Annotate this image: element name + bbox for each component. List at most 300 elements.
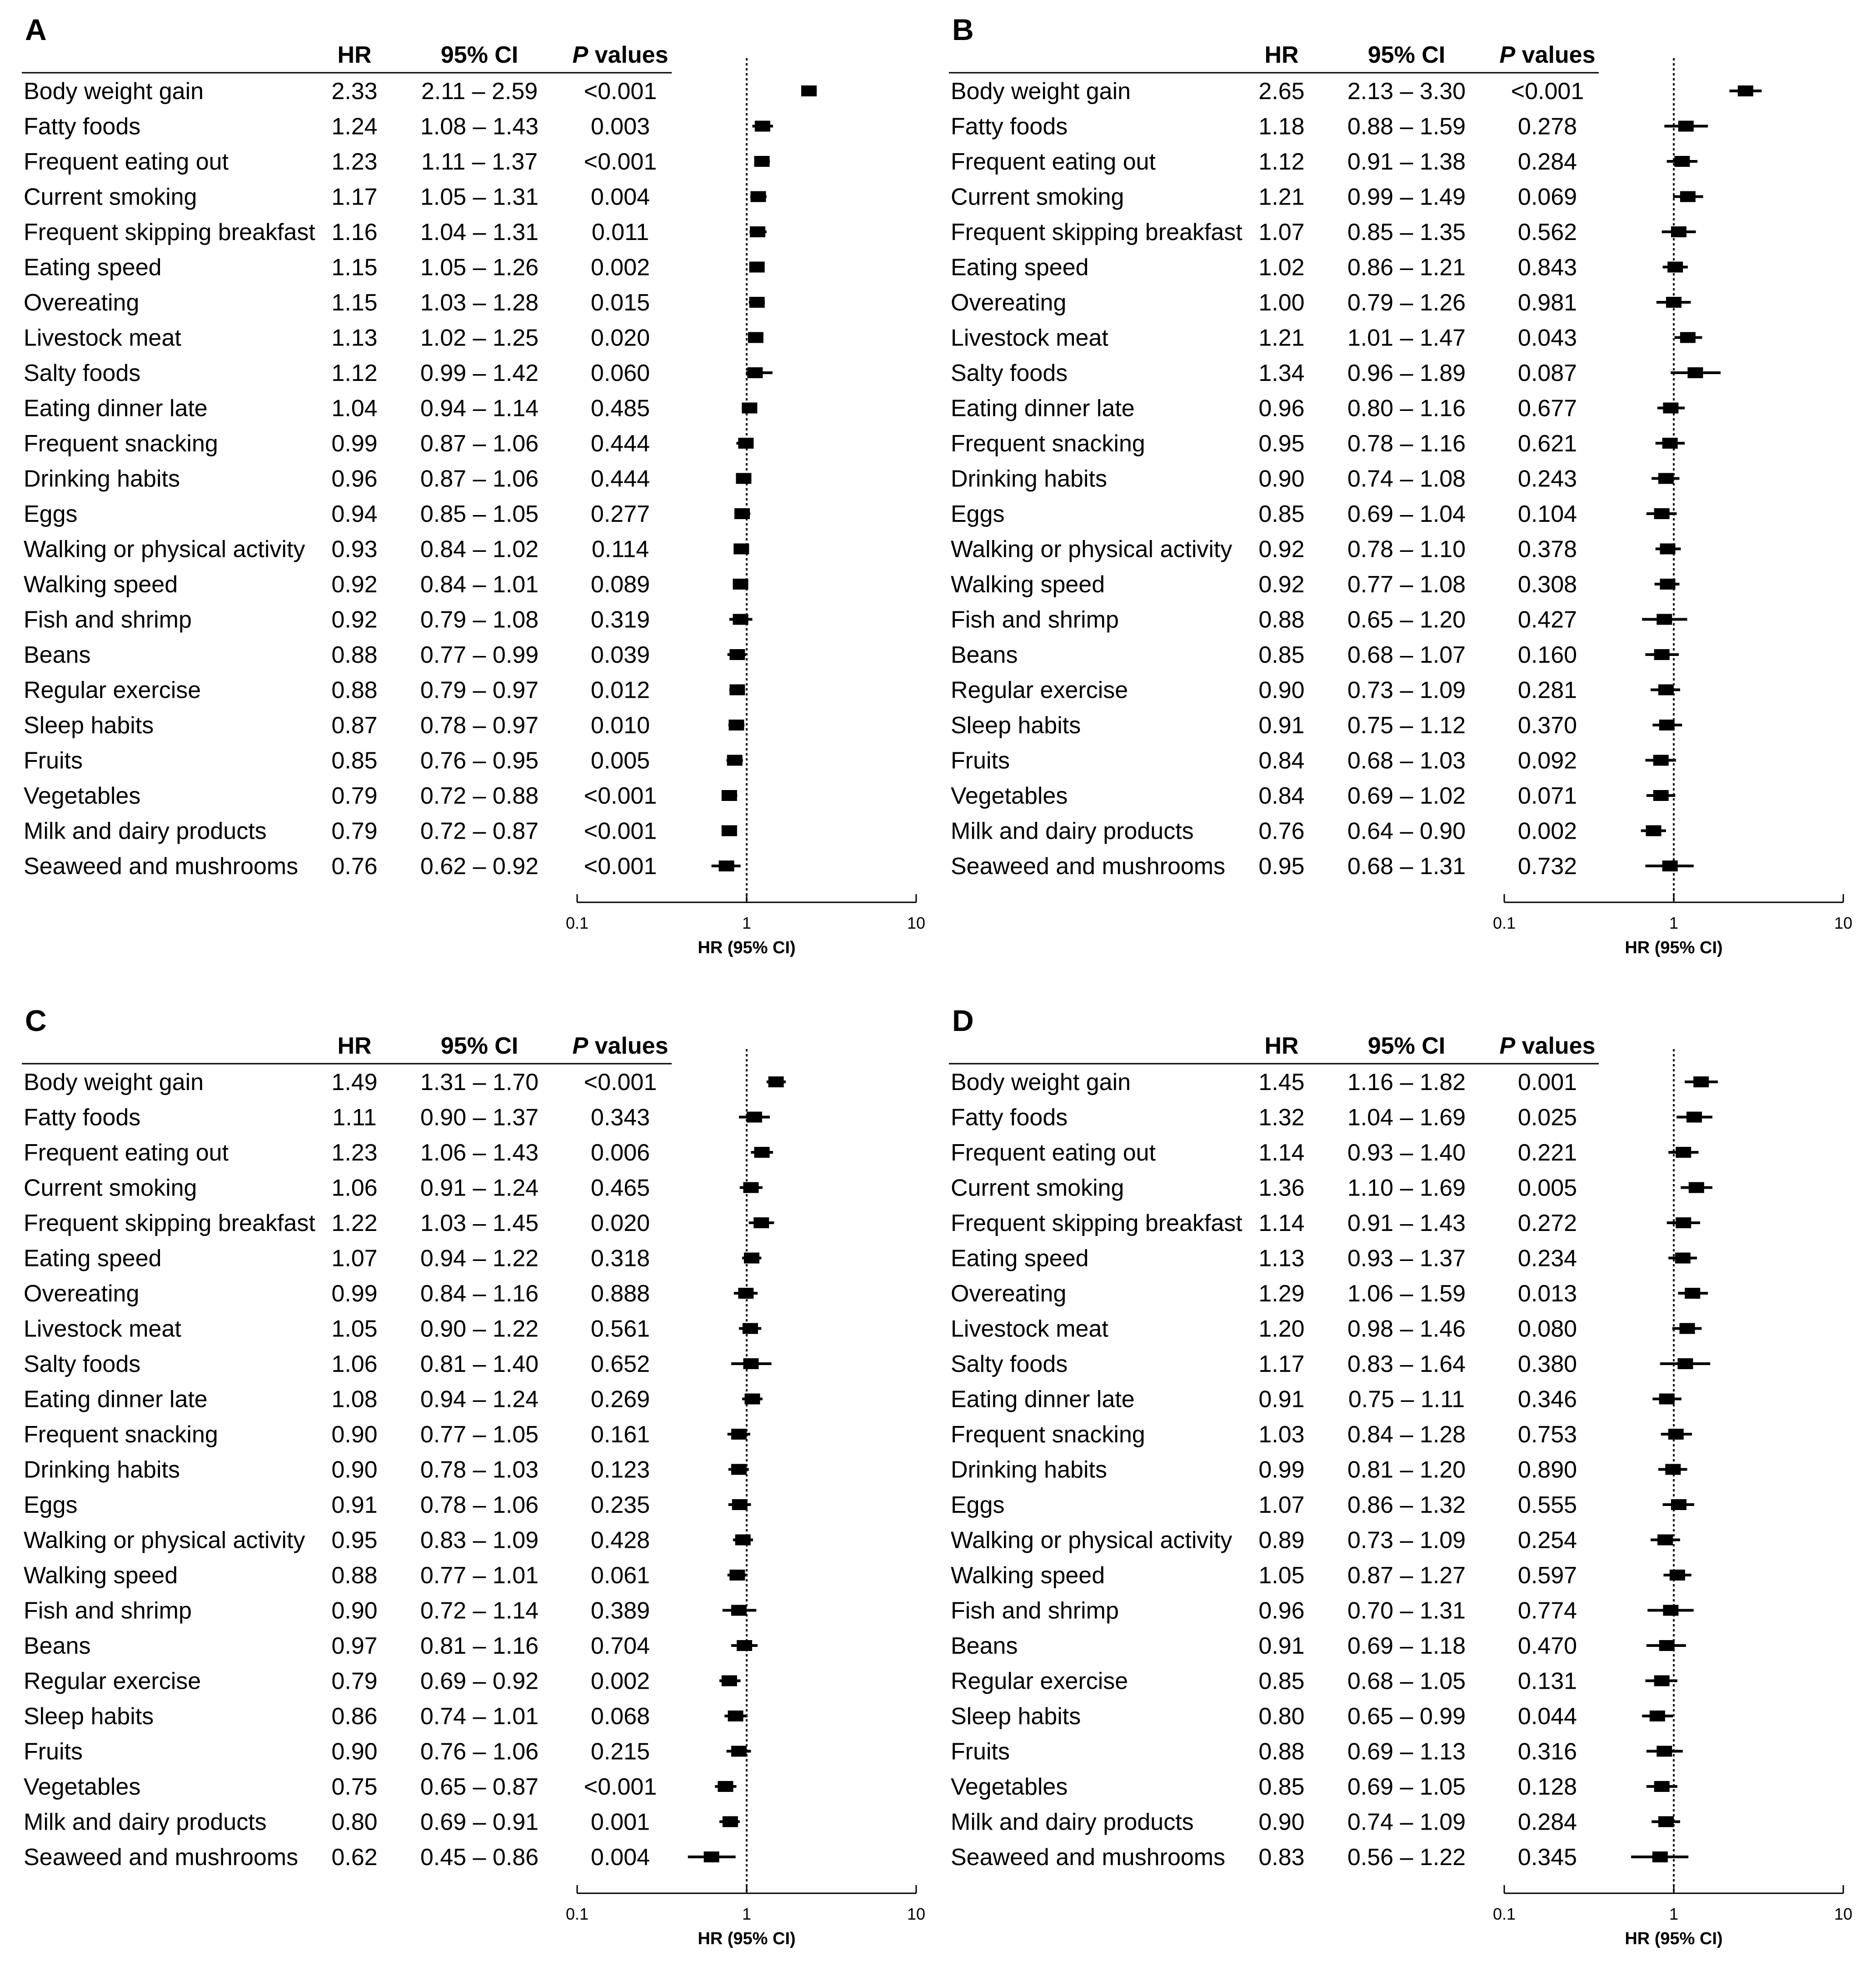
- ci-value: 0.76 – 0.95: [420, 747, 539, 774]
- hr-point: [1674, 156, 1690, 167]
- p-value: 0.370: [1517, 712, 1577, 739]
- ci-value: 0.87 – 1.27: [1347, 1562, 1466, 1589]
- hr-point: [743, 1182, 758, 1193]
- p-value: 0.025: [1517, 1104, 1577, 1131]
- p-value: 0.005: [590, 747, 650, 774]
- ci-value: 0.72 – 0.88: [420, 783, 539, 809]
- hr-point: [747, 1112, 762, 1123]
- ci-value: 0.88 – 1.59: [1347, 113, 1466, 140]
- variable-label: Salty foods: [24, 360, 141, 386]
- hr-value: 0.86: [331, 1703, 378, 1730]
- hr-point: [1657, 1535, 1673, 1546]
- table-row: [951, 184, 1703, 210]
- table-row: [24, 571, 748, 598]
- variable-label: Regular exercise: [951, 677, 1128, 704]
- p-value: 0.319: [590, 606, 650, 633]
- p-value: 0.128: [1517, 1774, 1577, 1800]
- ci-value: 0.69 – 1.13: [1347, 1738, 1466, 1765]
- ci-value: 0.94 – 1.22: [420, 1245, 539, 1272]
- table-row: [24, 466, 751, 492]
- p-value: 0.597: [1517, 1562, 1577, 1589]
- table-row: [24, 1316, 761, 1342]
- ci-value: 1.16 – 1.82: [1347, 1069, 1466, 1096]
- p-value: 0.346: [1517, 1386, 1577, 1413]
- variable-label: Frequent snacking: [24, 1421, 218, 1448]
- table-row: [951, 1421, 1692, 1448]
- ci-value: 0.75 – 1.11: [1348, 1386, 1465, 1413]
- ci-value: 0.78 – 1.06: [420, 1492, 539, 1518]
- hr-point: [801, 85, 817, 96]
- p-value: 0.002: [590, 1668, 650, 1695]
- variable-label: Milk and dairy products: [24, 1809, 267, 1836]
- hr-point: [1668, 1429, 1684, 1440]
- p-value: 0.002: [1517, 818, 1577, 845]
- hr-value: 0.90: [331, 1421, 378, 1448]
- p-column-header: P values: [1499, 1033, 1596, 1059]
- table-row: [951, 677, 1680, 704]
- hr-value: 0.99: [331, 430, 378, 457]
- ci-value: 0.77 – 1.05: [420, 1421, 539, 1448]
- p-value: 0.061: [590, 1562, 650, 1589]
- p-value: 0.004: [590, 1844, 650, 1871]
- hr-point: [1652, 1851, 1668, 1862]
- ci-value: 0.80 – 1.16: [1347, 395, 1466, 422]
- x-tick-label: 0.1: [1492, 1905, 1516, 1923]
- variable-label: Livestock meat: [24, 1316, 181, 1342]
- p-value: 0.020: [590, 325, 650, 351]
- hr-value: 0.80: [331, 1809, 378, 1836]
- p-column-header: P values: [1499, 42, 1596, 68]
- ci-value: 0.93 – 1.37: [1347, 1245, 1466, 1272]
- p-value: <0.001: [584, 78, 657, 105]
- hr-value: 1.07: [1258, 219, 1305, 245]
- p-value: 0.284: [1517, 1809, 1577, 1836]
- hr-value: 0.90: [331, 1456, 378, 1483]
- p-value: 0.677: [1517, 395, 1577, 422]
- variable-label: Eating speed: [24, 254, 162, 281]
- variable-label: Fatty foods: [24, 1104, 141, 1131]
- hr-point: [747, 367, 763, 378]
- p-value: <0.001: [584, 1774, 657, 1800]
- ci-value: 0.96 – 1.89: [1347, 360, 1466, 386]
- hr-value: 0.84: [1258, 783, 1305, 809]
- p-value: 0.069: [1517, 184, 1577, 210]
- variable-label: Overeating: [951, 290, 1067, 316]
- p-value: 0.010: [590, 712, 650, 739]
- x-tick-label: 1: [1669, 1905, 1679, 1923]
- hr-point: [1653, 755, 1669, 766]
- variable-label: Fruits: [951, 747, 1010, 774]
- table-row: [951, 114, 1708, 140]
- hr-point: [1680, 191, 1696, 202]
- table-row: [951, 1562, 1691, 1589]
- table-row: [951, 1809, 1680, 1836]
- table-row: [24, 783, 737, 809]
- p-value: 0.427: [1517, 606, 1577, 633]
- ci-value: 0.87 – 1.06: [420, 430, 539, 457]
- hr-column-header: HR: [337, 42, 372, 68]
- table-row: [951, 1351, 1710, 1377]
- ci-value: 0.75 – 1.12: [1347, 712, 1466, 739]
- table-row: [951, 1175, 1712, 1201]
- hr-point: [728, 1711, 743, 1721]
- hr-value: 0.85: [1258, 501, 1305, 527]
- table-row: [951, 360, 1721, 386]
- hr-point: [744, 1394, 760, 1405]
- hr-value: 1.45: [1258, 1069, 1305, 1096]
- hr-point: [1663, 403, 1678, 414]
- table-row: [24, 255, 765, 281]
- variable-label: Fish and shrimp: [24, 1597, 192, 1624]
- p-value: 0.071: [1517, 783, 1577, 809]
- variable-label: Eggs: [24, 501, 78, 527]
- hr-value: 0.95: [331, 1527, 378, 1554]
- x-tick-label: 1: [742, 914, 752, 932]
- ci-value: 1.10 – 1.69: [1347, 1175, 1466, 1201]
- hr-value: 1.21: [1258, 184, 1305, 210]
- hr-value: 1.23: [331, 1140, 378, 1166]
- ci-value: 0.83 – 1.09: [420, 1527, 539, 1554]
- p-value: 0.345: [1517, 1844, 1577, 1871]
- hr-point: [729, 685, 745, 695]
- ci-value: 0.65 – 1.20: [1347, 606, 1466, 633]
- variable-label: Eggs: [951, 501, 1005, 527]
- x-tick-label: 10: [907, 1905, 926, 1923]
- variable-label: Walking or physical activity: [951, 1527, 1232, 1554]
- hr-point: [1658, 685, 1674, 695]
- ci-value: 1.11 – 1.37: [421, 149, 538, 175]
- p-value: 0.160: [1517, 642, 1577, 668]
- variable-label: Vegetables: [951, 1774, 1068, 1800]
- table-row: [24, 1386, 763, 1413]
- ci-value: 0.65 – 0.87: [420, 1774, 539, 1800]
- ci-value: 0.84 – 1.02: [420, 536, 539, 563]
- table-row: [24, 536, 749, 563]
- hr-value: 1.06: [331, 1175, 378, 1201]
- hr-value: 0.92: [1258, 536, 1305, 563]
- variable-label: Eating speed: [951, 254, 1089, 281]
- hr-value: 0.62: [331, 1844, 378, 1871]
- table-row: [24, 149, 770, 175]
- hr-point: [1659, 720, 1675, 730]
- variable-label: Seaweed and mushrooms: [951, 853, 1226, 880]
- hr-value: 1.16: [331, 219, 378, 245]
- ci-value: 0.87 – 1.06: [420, 465, 539, 492]
- table-row: [24, 1105, 770, 1131]
- table-row: [24, 1844, 736, 1871]
- variable-label: Current smoking: [24, 1175, 197, 1201]
- hr-point: [736, 473, 751, 484]
- p-column-header: P values: [572, 42, 669, 68]
- hr-value: 0.95: [1258, 853, 1305, 880]
- hr-point: [1693, 1076, 1709, 1087]
- variable-label: Vegetables: [951, 783, 1068, 809]
- table-row: [951, 1739, 1683, 1765]
- variable-label: Eating speed: [951, 1245, 1089, 1272]
- variable-label: Sleep habits: [24, 1703, 154, 1730]
- hr-point: [755, 121, 770, 132]
- hr-value: 0.91: [1258, 1386, 1305, 1413]
- hr-value: 0.92: [1258, 571, 1305, 598]
- hr-point: [722, 825, 737, 836]
- variable-label: Regular exercise: [951, 1668, 1128, 1695]
- ci-value: 0.77 – 0.99: [420, 642, 539, 668]
- ci-value: 0.68 – 1.05: [1347, 1668, 1466, 1695]
- ci-value: 1.03 – 1.28: [420, 290, 539, 316]
- ci-value: 0.78 – 1.03: [420, 1456, 539, 1483]
- hr-value: 0.99: [331, 1281, 378, 1307]
- hr-value: 0.90: [1258, 1809, 1305, 1836]
- p-value: <0.001: [584, 149, 657, 175]
- hr-value: 0.76: [1258, 818, 1305, 845]
- hr-value: 1.49: [331, 1069, 378, 1096]
- hr-value: 0.90: [1258, 465, 1305, 492]
- p-value: 0.234: [1517, 1245, 1577, 1272]
- hr-point: [1654, 649, 1670, 660]
- hr-point: [731, 1746, 747, 1757]
- hr-point: [1678, 121, 1694, 132]
- variable-label: Milk and dairy products: [951, 818, 1194, 845]
- hr-point: [732, 1499, 748, 1510]
- variable-label: Beans: [24, 642, 91, 668]
- table-row: [24, 607, 752, 633]
- variable-label: Seaweed and mushrooms: [951, 1844, 1226, 1871]
- p-value: 0.002: [590, 254, 650, 281]
- ci-column-header: 95% CI: [1367, 1033, 1446, 1059]
- ci-value: 0.94 – 1.24: [420, 1386, 539, 1413]
- ci-value: 0.68 – 1.03: [1347, 747, 1466, 774]
- table-row: [951, 255, 1688, 281]
- hr-value: 0.96: [331, 465, 378, 492]
- table-row: [24, 114, 773, 140]
- table-row: [24, 1703, 748, 1730]
- ci-value: 0.77 – 1.01: [420, 1562, 539, 1589]
- ci-value: 1.01 – 1.47: [1347, 325, 1466, 351]
- variable-label: Frequent snacking: [24, 430, 218, 457]
- table-row: [951, 1386, 1681, 1413]
- p-value: 0.316: [1517, 1738, 1577, 1765]
- table-row: [951, 395, 1685, 422]
- variable-label: Seaweed and mushrooms: [24, 1844, 299, 1871]
- table-row: [951, 1457, 1687, 1483]
- hr-point: [718, 1781, 733, 1792]
- hr-point: [1659, 1394, 1675, 1405]
- hr-value: 0.76: [331, 853, 378, 880]
- table-row: [951, 536, 1681, 563]
- variable-label: Frequent eating out: [951, 1140, 1156, 1166]
- hr-point: [1685, 1288, 1700, 1299]
- hr-point: [1665, 1464, 1681, 1475]
- ci-value: 0.79 – 1.26: [1347, 290, 1466, 316]
- table-row: [24, 1175, 763, 1201]
- x-tick-label: 0.1: [565, 914, 589, 932]
- x-axis-label: HR (95% CI): [698, 1929, 796, 1948]
- ci-column-header: 95% CI: [1367, 42, 1446, 68]
- p-value: <0.001: [584, 1069, 657, 1096]
- p-value: 0.308: [1517, 571, 1577, 598]
- table-row: [951, 571, 1679, 598]
- variable-label: Beans: [951, 642, 1018, 668]
- variable-label: Sleep habits: [951, 1703, 1081, 1730]
- hr-point: [1656, 1746, 1672, 1757]
- ci-value: 0.79 – 1.08: [420, 606, 539, 633]
- p-value: 0.652: [590, 1351, 650, 1377]
- variable-label: Fruits: [951, 1738, 1010, 1765]
- hr-value: 0.88: [331, 1562, 378, 1589]
- x-tick-label: 1: [742, 1905, 752, 1923]
- variable-label: Beans: [951, 1633, 1018, 1659]
- ci-value: 2.13 – 3.30: [1347, 78, 1466, 105]
- hr-point: [1660, 544, 1675, 555]
- hr-point: [1660, 579, 1675, 590]
- ci-value: 1.04 – 1.31: [420, 219, 539, 245]
- variable-label: Fatty foods: [951, 113, 1068, 140]
- hr-value: 0.90: [331, 1738, 378, 1765]
- hr-point: [722, 790, 737, 801]
- hr-value: 0.91: [1258, 712, 1305, 739]
- table-row: [24, 430, 753, 457]
- ci-value: 0.74 – 1.01: [420, 1703, 539, 1730]
- variable-label: Walking speed: [951, 571, 1105, 598]
- table-row: [951, 466, 1679, 492]
- table-row: [951, 712, 1682, 739]
- table-row: [24, 677, 745, 704]
- variable-label: Fish and shrimp: [951, 606, 1119, 633]
- variable-label: Fatty foods: [951, 1104, 1068, 1131]
- ci-value: 0.79 – 0.97: [420, 677, 539, 704]
- hr-point: [742, 403, 757, 414]
- variable-label: Salty foods: [951, 360, 1068, 386]
- ci-value: 0.73 – 1.09: [1347, 1527, 1466, 1554]
- p-value: 0.005: [1517, 1175, 1577, 1201]
- variable-label: Drinking habits: [951, 1456, 1107, 1483]
- hr-column-header: HR: [1264, 1033, 1299, 1059]
- hr-value: 0.87: [331, 712, 378, 739]
- p-value: 0.243: [1517, 465, 1577, 492]
- hr-value: 1.07: [1258, 1492, 1305, 1518]
- table-row: [951, 1492, 1694, 1518]
- hr-point: [1659, 1640, 1675, 1651]
- variable-label: Drinking habits: [24, 465, 180, 492]
- ci-value: 1.05 – 1.31: [420, 184, 539, 210]
- variable-label: Fish and shrimp: [24, 606, 192, 633]
- x-tick-label: 10: [1834, 1905, 1853, 1923]
- p-value: 0.318: [590, 1245, 650, 1272]
- ci-value: 0.99 – 1.49: [1347, 184, 1466, 210]
- hr-value: 0.79: [331, 783, 378, 809]
- p-value: 0.284: [1517, 149, 1577, 175]
- table-row: [951, 1210, 1700, 1236]
- p-value: <0.001: [1511, 78, 1584, 105]
- hr-value: 2.33: [331, 78, 378, 105]
- hr-point: [1666, 297, 1681, 308]
- ci-value: 0.68 – 1.31: [1347, 853, 1466, 880]
- table-row: [24, 1492, 751, 1518]
- ci-value: 0.93 – 1.40: [1347, 1140, 1466, 1166]
- ci-value: 0.69 – 1.02: [1347, 783, 1466, 809]
- variable-label: Milk and dairy products: [951, 1809, 1194, 1836]
- ci-value: 1.05 – 1.26: [420, 254, 539, 281]
- variable-label: Drinking habits: [24, 1456, 180, 1483]
- ci-column-header: 95% CI: [440, 42, 519, 68]
- variable-label: Salty foods: [24, 1351, 141, 1377]
- ci-value: 0.69 – 1.05: [1347, 1774, 1466, 1800]
- table-row: [951, 1703, 1673, 1730]
- variable-label: Current smoking: [24, 184, 197, 210]
- panel-c: [22, 1004, 925, 1948]
- table-row: [951, 818, 1666, 845]
- p-value: 0.215: [590, 1738, 650, 1765]
- variable-label: Walking or physical activity: [24, 536, 305, 563]
- hr-column-header: HR: [337, 1033, 372, 1059]
- p-value: 0.123: [590, 1456, 650, 1483]
- panel-letter: C: [25, 1004, 47, 1037]
- p-value: 0.080: [1517, 1316, 1577, 1342]
- p-value: 0.092: [1517, 747, 1577, 774]
- table-row: [24, 1562, 748, 1589]
- hr-value: 0.88: [331, 642, 378, 668]
- table-row: [951, 325, 1702, 351]
- p-value: 0.281: [1517, 677, 1577, 704]
- p-value: 0.221: [1517, 1140, 1577, 1166]
- variable-label: Eggs: [951, 1492, 1005, 1518]
- ci-value: 1.03 – 1.45: [420, 1210, 539, 1236]
- ci-value: 0.86 – 1.21: [1347, 254, 1466, 281]
- hr-point: [1738, 85, 1753, 96]
- ci-value: 0.91 – 1.38: [1347, 149, 1466, 175]
- ci-value: 0.78 – 1.10: [1347, 536, 1466, 563]
- hr-point: [1662, 860, 1678, 871]
- hr-point: [1667, 262, 1683, 273]
- p-value: 0.013: [1517, 1281, 1577, 1307]
- x-tick-label: 0.1: [565, 1905, 589, 1923]
- hr-point: [1686, 1112, 1702, 1123]
- ci-value: 0.90 – 1.37: [420, 1104, 539, 1131]
- p-value: 0.562: [1517, 219, 1577, 245]
- hr-value: 0.88: [1258, 1738, 1305, 1765]
- hr-point: [731, 1429, 747, 1440]
- ci-value: 0.91 – 1.24: [420, 1175, 539, 1201]
- variable-label: Sleep habits: [24, 712, 154, 739]
- x-tick-label: 10: [907, 914, 926, 932]
- table-row: [24, 818, 737, 845]
- table-row: [24, 290, 765, 316]
- p-value: 0.104: [1517, 501, 1577, 527]
- x-axis-label: HR (95% CI): [1625, 938, 1723, 957]
- hr-point: [729, 649, 745, 660]
- table-row: [951, 1844, 1688, 1871]
- p-value: 0.561: [590, 1316, 650, 1342]
- hr-value: 1.05: [331, 1316, 378, 1342]
- p-value: 0.011: [591, 219, 649, 245]
- table-row: [951, 149, 1697, 175]
- table-row: [24, 1421, 750, 1448]
- table-row: [24, 360, 773, 386]
- hr-point: [719, 860, 734, 871]
- panel-a: [22, 13, 925, 957]
- p-value: 0.704: [590, 1633, 650, 1659]
- hr-value: 0.79: [331, 1668, 378, 1695]
- ci-value: 1.06 – 1.59: [1347, 1281, 1466, 1307]
- table-row: [951, 290, 1691, 316]
- variable-label: Walking or physical activity: [24, 1527, 305, 1554]
- hr-value: 0.89: [1258, 1527, 1305, 1554]
- table-row: [24, 1351, 772, 1377]
- hr-value: 0.91: [331, 1492, 378, 1518]
- x-axis-label: HR (95% CI): [698, 938, 796, 957]
- p-value: 0.087: [1517, 360, 1577, 386]
- variable-label: Body weight gain: [951, 1069, 1131, 1096]
